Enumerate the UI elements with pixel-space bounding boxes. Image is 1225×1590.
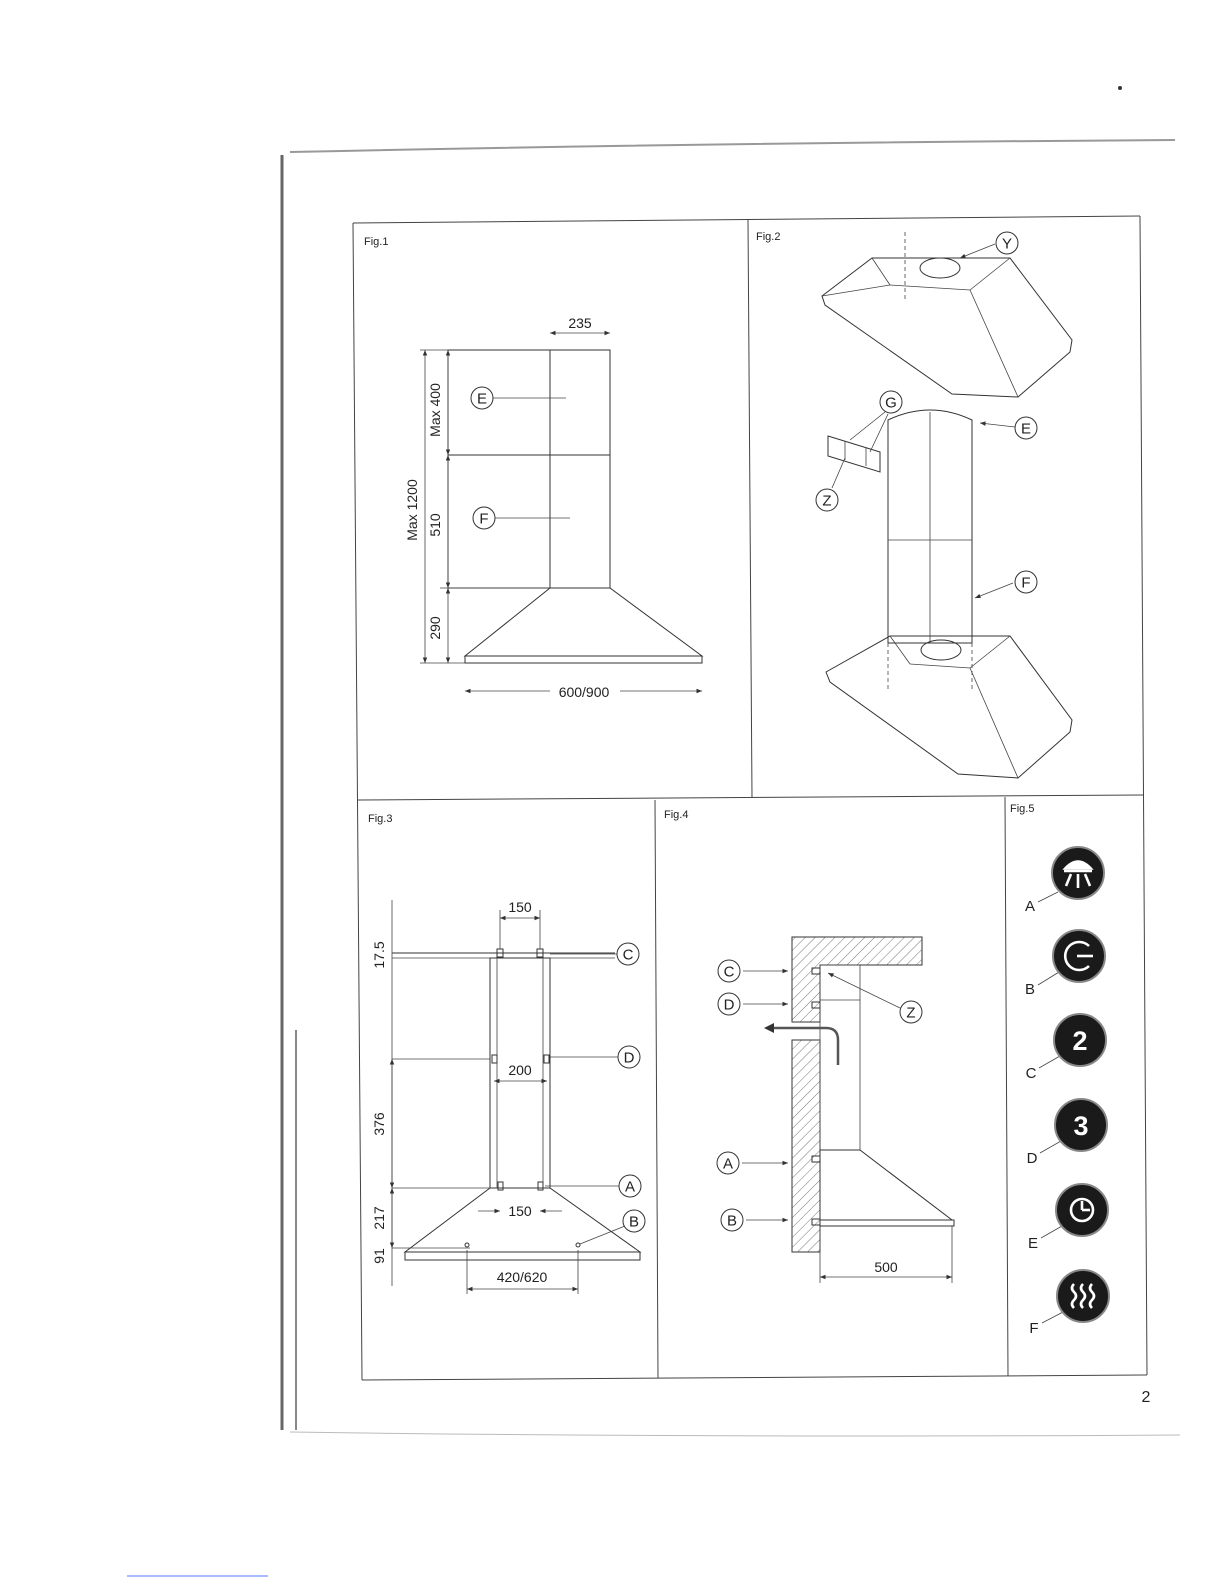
fig2-callout-f: F bbox=[1021, 574, 1031, 592]
fig5-letter-b: B bbox=[1024, 981, 1036, 998]
fig5-letter-e: E bbox=[1027, 1235, 1039, 1252]
fig5-letter-a: A bbox=[1024, 898, 1036, 915]
figure-1 bbox=[364, 236, 702, 701]
fig3-hood bbox=[405, 1188, 640, 1252]
fig1-chimney bbox=[448, 350, 610, 588]
fig3-callout-b: B bbox=[628, 1213, 640, 1231]
fig3-dim-150-low: 150 bbox=[508, 1203, 532, 1219]
fig5-letter-d: D bbox=[1026, 1150, 1038, 1167]
page-number: 2 bbox=[1141, 1389, 1151, 1406]
fig5-button-c bbox=[1026, 1014, 1106, 1082]
light-icon bbox=[1052, 847, 1104, 899]
fig3-dim-376: 376 bbox=[371, 1112, 387, 1136]
fig2-bracket bbox=[828, 436, 880, 472]
fig4-wall bbox=[792, 1040, 820, 1252]
fig5-button-f bbox=[1029, 1270, 1109, 1337]
fig4-hood bbox=[820, 1150, 952, 1220]
fig4-callout-d: D bbox=[723, 996, 735, 1014]
fig1-dim-235: 235 bbox=[568, 315, 592, 331]
fig3-dim-17-5: 17.5 bbox=[371, 941, 387, 969]
fig4-callout-a: A bbox=[722, 1155, 734, 1173]
fig4-callout-b: B bbox=[726, 1212, 738, 1230]
fig5-button-b bbox=[1025, 930, 1105, 998]
fig1-label: Fig.1 bbox=[364, 236, 389, 248]
fig2-callout-z: Z bbox=[822, 492, 832, 510]
fig5-num-3: 3 bbox=[1073, 1111, 1089, 1141]
fig1-dim-290: 290 bbox=[427, 616, 443, 640]
fig2-top-hood bbox=[822, 258, 1072, 397]
figure-2 bbox=[756, 231, 1072, 778]
fig3-label: Fig.3 bbox=[368, 813, 393, 825]
fig1-callout-e: E bbox=[476, 390, 488, 408]
fig2-callout-e: E bbox=[1020, 420, 1032, 438]
figure-3 bbox=[368, 813, 645, 1294]
fig1-hood bbox=[465, 588, 702, 656]
fig4-callout-c: C bbox=[723, 963, 735, 981]
fig5-button-d bbox=[1027, 1099, 1107, 1167]
fig2-callout-g: G bbox=[885, 394, 897, 412]
panel-frames bbox=[353, 216, 1147, 1380]
fig3-dim-150-top: 150 bbox=[508, 899, 532, 915]
fig4-dim-500: 500 bbox=[874, 1259, 898, 1275]
fig4-label: Fig.4 bbox=[664, 809, 689, 821]
dust-dot bbox=[1118, 86, 1122, 90]
fig3-callout-c: C bbox=[622, 946, 634, 964]
figure-4 bbox=[664, 809, 954, 1283]
fig3-callout-a: A bbox=[624, 1178, 636, 1196]
fig3-dim-217: 217 bbox=[371, 1206, 387, 1230]
fig1-dim-max400: Max 400 bbox=[427, 383, 443, 437]
fig4-callout-z: Z bbox=[906, 1004, 916, 1022]
fig5-letter-f: F bbox=[1029, 1320, 1039, 1337]
fig5-label: Fig.5 bbox=[1010, 803, 1035, 815]
fig5-letter-c: C bbox=[1025, 1065, 1037, 1082]
fig1-callout-f: F bbox=[479, 510, 489, 528]
fig5-button-e bbox=[1028, 1184, 1108, 1252]
fig2-label: Fig.2 bbox=[756, 231, 781, 243]
heat-icon bbox=[1057, 1270, 1109, 1322]
fig1-dim-600-900: 600/900 bbox=[558, 684, 610, 700]
fig3-dim-200: 200 bbox=[508, 1062, 532, 1078]
scan-edges bbox=[127, 86, 1180, 1576]
fig1-dim-510: 510 bbox=[427, 513, 443, 537]
fig2-callout-y: Y bbox=[1001, 235, 1013, 253]
figure-5 bbox=[1010, 803, 1109, 1337]
fig1-dim-max1200: Max 1200 bbox=[404, 479, 420, 541]
fig5-num-2: 2 bbox=[1072, 1026, 1088, 1056]
fig3-dim-420-620: 420/620 bbox=[496, 1269, 548, 1285]
fig3-dim-91: 91 bbox=[371, 1248, 387, 1264]
fig5-button-a bbox=[1025, 847, 1104, 915]
fig3-callout-d: D bbox=[623, 1049, 635, 1067]
fig2-bottom-hood bbox=[826, 636, 1072, 778]
